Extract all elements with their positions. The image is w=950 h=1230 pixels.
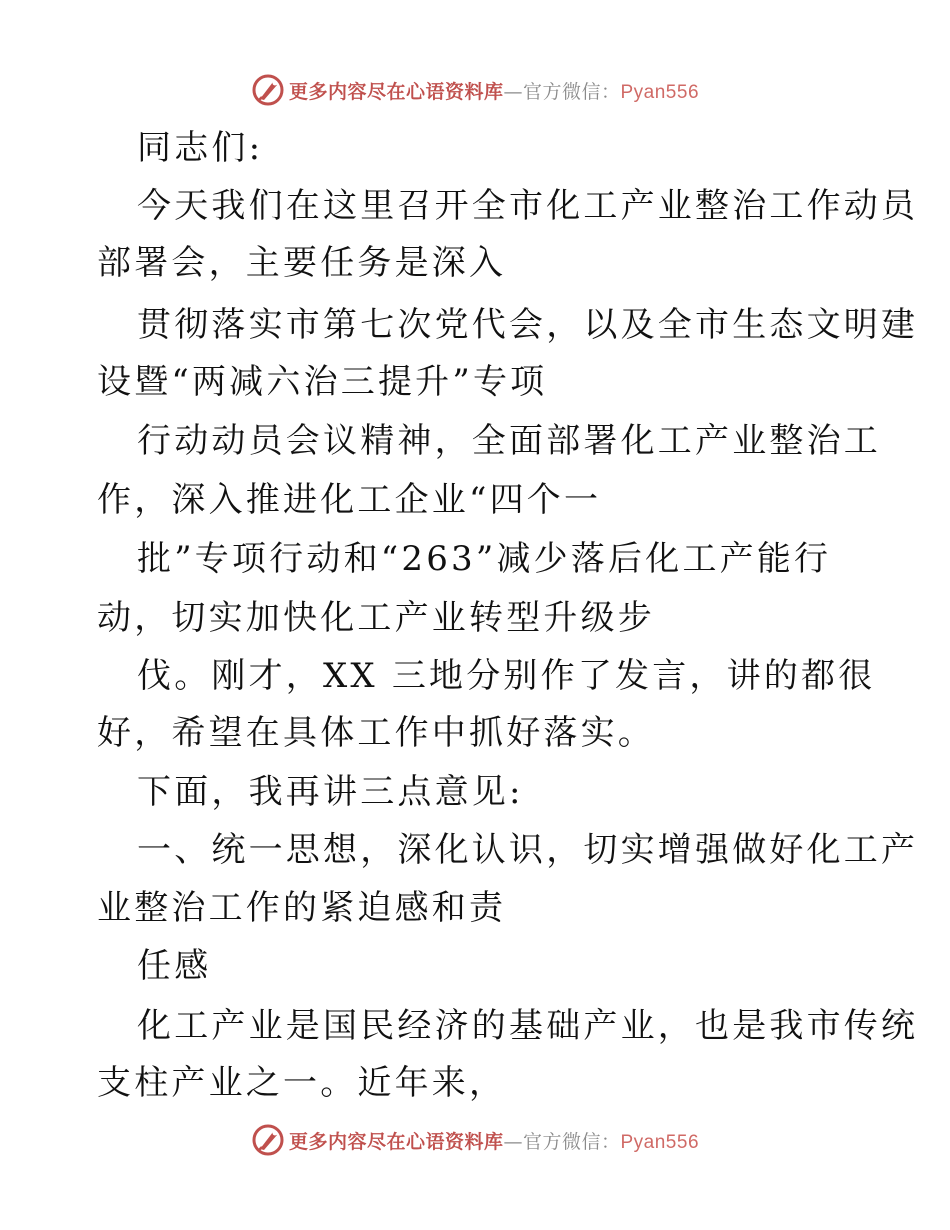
text-line: 作，深入推进化工企业“四个一 xyxy=(97,480,602,520)
text-line: 今天我们在这里召开全市化工产业整治工作动员 xyxy=(137,186,919,226)
text-line: 设暨“两减六治三提升”专项 xyxy=(97,362,548,402)
text-line: 下面，我再讲三点意见: xyxy=(137,772,524,812)
text-line: 贯彻落实市第七次党代会，以及全市生态文明建 xyxy=(137,305,919,345)
watermark-dash: — xyxy=(503,1130,523,1153)
watermark-wechat-label: 官方微信： xyxy=(522,1130,621,1153)
text-line: 好，希望在具体工作中抓好落实。 xyxy=(97,713,655,753)
section-heading: 一、统一思想，深化认识，切实增强做好化工产 xyxy=(137,830,919,870)
watermark-main: 更多内容尽在心语资料库 xyxy=(288,80,504,103)
salutation: 同志们: xyxy=(137,128,264,168)
quill-logo-icon xyxy=(251,1123,285,1157)
watermark-wechat-id: Pyan556 xyxy=(620,81,700,103)
text-line: 化工产业是国民经济的基础产业，也是我市传统 xyxy=(137,1006,919,1046)
watermark-dash: — xyxy=(503,80,523,103)
watermark-main: 更多内容尽在心语资料库 xyxy=(288,1130,504,1153)
watermark-wechat-label: 官方微信： xyxy=(522,80,621,103)
text-line: 支柱产业之一。近年来， xyxy=(97,1063,507,1103)
section-heading: 任感 xyxy=(137,946,212,986)
footer-watermark xyxy=(0,1120,950,1160)
section-heading: 业整治工作的紧迫感和责 xyxy=(97,888,507,928)
text-line: 行动动员会议精神，全面部署化工产业整治工 xyxy=(137,421,881,461)
watermark-wechat-id: Pyan556 xyxy=(620,1131,700,1153)
watermark-text xyxy=(289,1127,699,1154)
text-line: 动，切实加快化工产业转型升级步 xyxy=(97,598,655,638)
text-line: 伐。刚才，XX 三地分别作了发言，讲的都很 xyxy=(137,656,876,696)
text-line: 批”专项行动和“263”减少落后化工产能行 xyxy=(137,539,832,579)
text-line: 部署会，主要任务是深入 xyxy=(97,243,507,283)
